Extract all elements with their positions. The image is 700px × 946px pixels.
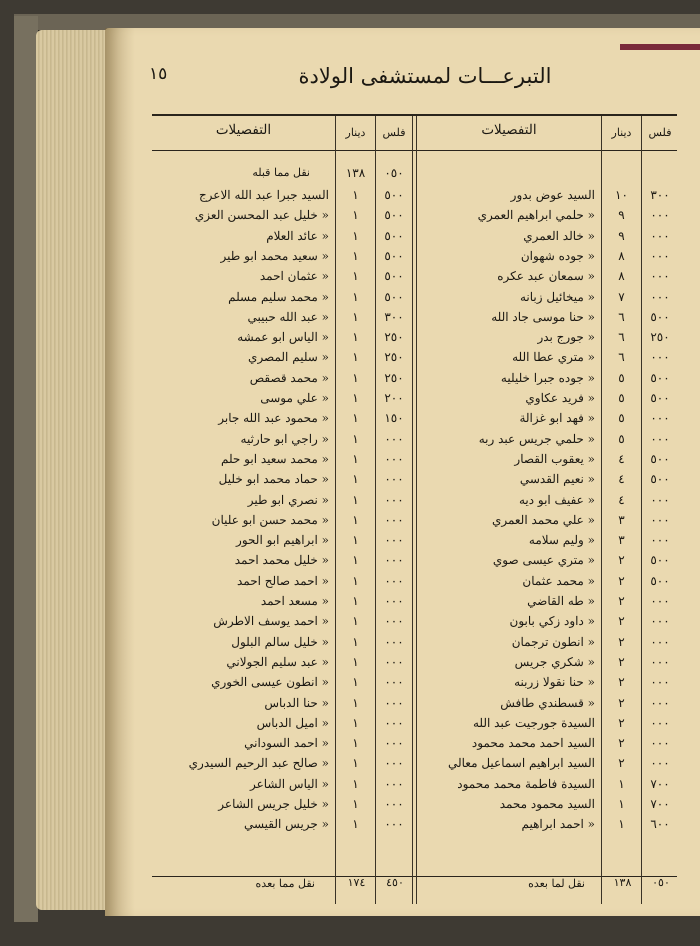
row-dinar: ١ (352, 309, 359, 324)
table-row (105, 795, 700, 815)
row-donor-name: « فهد ابو غزالة (519, 411, 595, 426)
row-fils: ٠٠٠ (384, 472, 404, 487)
row-dinar: ٢ (618, 736, 625, 751)
row-donor-name: « خليل محمد احمد (234, 553, 329, 568)
left-carried-row (105, 164, 700, 184)
row-fils: ٠٠٠ (384, 492, 404, 507)
right-header-fils: فلس (648, 126, 672, 139)
row-dinar: ٩ (618, 208, 625, 223)
row-dinar: ٢ (618, 614, 625, 629)
row-fils: ٠٠٠ (384, 715, 404, 730)
row-fils: ٠٠٠ (650, 675, 670, 690)
row-fils: ٥٠٠ (650, 553, 670, 568)
left-total-label: نقل مما بعده (255, 877, 315, 890)
row-donor-name: « عبد سليم الجولاني (226, 654, 329, 669)
row-dinar: ١ (352, 675, 359, 690)
table-row (105, 470, 700, 490)
row-donor-name: « الياس الشاعر (249, 776, 329, 791)
row-dinar: ١ (352, 634, 359, 649)
table-row (105, 694, 700, 714)
row-fils: ٦٠٠ (650, 817, 670, 832)
row-donor-name: « محمد قصقص (249, 370, 329, 385)
row-fils: ٠٠٠ (650, 715, 670, 730)
row-dinar: ١ (352, 248, 359, 263)
row-fils: ٠٠٠ (650, 228, 670, 243)
row-fils: ٠٠٠ (384, 736, 404, 751)
row-dinar: ١ (352, 411, 359, 426)
row-donor-name: « حنا الدباس (264, 695, 329, 710)
left-carried-label: نقل مما قبله (252, 166, 310, 179)
row-dinar: ٩ (618, 228, 625, 243)
row-fils: ٢٥٠ (384, 370, 404, 385)
row-fils: ٠٠٠ (650, 289, 670, 304)
table-row (105, 612, 700, 632)
row-donor-name: « حنا موسى جاد الله (491, 309, 595, 324)
row-dinar: ١ (352, 431, 359, 446)
row-dinar: ١ (352, 614, 359, 629)
row-donor-name: « حماد محمد ابو خليل (218, 472, 329, 487)
row-fils: ٠٠٠ (650, 533, 670, 548)
table-row (105, 186, 700, 206)
row-fils: ٥٠٠ (384, 289, 404, 304)
row-dinar: ٥ (618, 411, 625, 426)
row-donor-name: « قسطندي طافش (500, 695, 595, 710)
table-row (105, 308, 700, 328)
row-fils: ٢٥٠ (384, 330, 404, 345)
left-total-fils: ٤٥٠ (386, 876, 404, 889)
row-donor-name: « سعيد محمد ابو طير (220, 248, 329, 263)
row-dinar: ٨ (618, 269, 625, 284)
row-fils: ٠٠٠ (650, 594, 670, 608)
row-fils: ٠٠٠ (384, 573, 404, 588)
row-donor-name: « احمد صالح احمد (236, 573, 329, 588)
row-donor-name: « محمد عثمان (522, 573, 595, 588)
table-row (105, 206, 700, 226)
row-donor-name: السيدة جورجيت عبد الله (472, 715, 595, 730)
row-dinar: ٦ (618, 330, 625, 345)
row-donor-name: « علي محمد العمري (491, 512, 595, 527)
row-dinar: ٤ (618, 451, 625, 466)
row-fils: ٠٠٠ (650, 756, 670, 771)
page-stack (36, 30, 116, 910)
row-donor-name: « اميل الدباس (256, 715, 329, 730)
row-fils: ٥٠٠ (384, 188, 404, 202)
table-row (105, 267, 700, 287)
row-donor-name: « مسعد احمد (260, 594, 329, 608)
row-dinar: ٢ (618, 756, 625, 771)
row-donor-name: « صالح عبد الرحيم السيدري (188, 756, 329, 771)
row-fils: ٠٠٠ (384, 695, 404, 710)
row-fils: ٠٠٠ (384, 654, 404, 669)
row-fils: ٥٠٠ (384, 248, 404, 263)
row-dinar: ١ (352, 350, 359, 365)
row-fils: ٠٠٠ (650, 512, 670, 527)
row-dinar: ١ (352, 269, 359, 284)
row-dinar: ٢ (618, 695, 625, 710)
row-fils: ٠٠٠ (384, 594, 404, 608)
row-fils: ٠٠٠ (384, 512, 404, 527)
table-row (105, 734, 700, 754)
row-dinar: ٢ (618, 553, 625, 568)
row-dinar: ١ (352, 188, 359, 202)
row-dinar: ٢ (618, 573, 625, 588)
row-fils: ٠٠٠ (384, 634, 404, 649)
row-dinar: ١ (352, 533, 359, 548)
row-dinar: ٢ (618, 654, 625, 669)
row-dinar: ٥ (618, 431, 625, 446)
row-donor-name: السيد جبرا عبد الله الاعرج (198, 188, 329, 202)
row-donor-name: « سمعان عبد عكره (497, 269, 595, 284)
row-donor-name: « محمد سليم مسلم (228, 289, 329, 304)
left-header-details: التفصيلات (215, 122, 272, 138)
row-fils: ٠٠٠ (650, 634, 670, 649)
row-fils: ٠٠٠ (384, 675, 404, 690)
row-fils: ٢٥٠ (384, 350, 404, 365)
row-donor-name: « نصري ابو طير (247, 492, 329, 507)
row-dinar: ١ (352, 330, 359, 345)
table-row (105, 633, 700, 653)
table-row (105, 714, 700, 734)
row-dinar: ١ (352, 208, 359, 223)
row-dinar: ١ (352, 594, 359, 608)
row-donor-name: « احمد يوسف الاطرش (213, 614, 329, 629)
row-dinar: ١ (352, 370, 359, 385)
right-header-dinar: دينار (611, 126, 632, 139)
row-dinar: ١ (352, 797, 359, 811)
row-donor-name: « نعيم القدسي (519, 472, 595, 487)
row-donor-name: السيد عوض بدور (510, 188, 595, 202)
table-row (105, 551, 700, 571)
row-donor-name: « ميخائيل زبانه (519, 289, 595, 304)
table-row (105, 369, 700, 389)
row-donor-name: « متري عيسى صوي (492, 553, 595, 568)
row-fils: ٣٠٠ (650, 188, 670, 202)
row-donor-name: « يعقوب القصار (514, 451, 595, 466)
row-fils: ٠٠٠ (650, 614, 670, 629)
row-fils: ٠٠٠ (384, 817, 404, 832)
row-fils: ٧٠٠ (650, 776, 670, 791)
table-row (105, 775, 700, 795)
table-row (105, 409, 700, 429)
row-donor-name: « احمد ابراهيم (521, 817, 595, 832)
table-row (105, 430, 700, 450)
row-fils: ٠٠٠ (384, 614, 404, 629)
row-donor-name: « حنا نقولا زربنه (514, 675, 595, 690)
row-donor-name: « وليم سلامه (528, 533, 595, 548)
row-dinar: ١ (352, 512, 359, 527)
row-donor-name: « انطون ترجمان (511, 634, 595, 649)
row-donor-name: « علي موسى (260, 391, 329, 405)
row-fils: ٥٠٠ (650, 573, 670, 588)
row-dinar: ١ (352, 228, 359, 243)
left-carried-fils: ٠٥٠ (384, 166, 404, 180)
row-fils: ٠٠٠ (384, 756, 404, 771)
row-dinar: ٢ (618, 634, 625, 649)
row-dinar: ١٠ (615, 188, 628, 202)
row-donor-name: « فريد عكاوي (525, 391, 595, 405)
row-fils: ٧٠٠ (650, 797, 670, 811)
row-donor-name: « محمود عبد الله جابر (218, 411, 329, 426)
table-row (105, 592, 700, 612)
row-donor-name: « محمد سعيد ابو حلم (220, 451, 329, 466)
row-dinar: ٦ (618, 309, 625, 324)
row-fils: ٠٠٠ (650, 654, 670, 669)
row-dinar: ١ (618, 776, 625, 791)
table-row (105, 673, 700, 693)
row-donor-name: « محمد حسن ابو عليان (211, 512, 329, 527)
row-fils: ٠٠٠ (384, 553, 404, 568)
row-dinar: ٣ (618, 533, 625, 548)
row-donor-name: « جورج بدر (537, 330, 595, 345)
row-donor-name: « خليل سالم البلول (231, 634, 329, 649)
row-donor-name: « عائد العلام (266, 228, 329, 243)
row-donor-name: السيد محمود محمد (499, 797, 595, 811)
table-row (105, 754, 700, 774)
row-fils: ٠٠٠ (650, 736, 670, 751)
row-donor-name: « جوده شهوان (520, 248, 595, 263)
row-dinar: ٨ (618, 248, 625, 263)
table-row (105, 348, 700, 368)
right-total-fils: ٠٥٠ (652, 876, 670, 889)
row-donor-name: « جريس القيسي (243, 817, 329, 832)
row-fils: ٠٠٠ (650, 208, 670, 223)
row-dinar: ٤ (618, 472, 625, 487)
row-fils: ٠٠٠ (384, 797, 404, 811)
table-row (105, 572, 700, 592)
row-donor-name: « خليل جريس الشاعر (218, 797, 329, 811)
row-fils: ٥٠٠ (384, 228, 404, 243)
row-donor-name: « سليم المصري (248, 350, 329, 365)
row-dinar: ٥ (618, 391, 625, 405)
table-row (105, 227, 700, 247)
row-dinar: ١ (352, 289, 359, 304)
row-dinar: ١ (352, 472, 359, 487)
row-fils: ٠٠٠ (384, 776, 404, 791)
table-row (105, 450, 700, 470)
row-fils: ٠٠٠ (650, 248, 670, 263)
row-donor-name: « طه القاضي (527, 594, 595, 608)
row-fils: ٠٠٠ (650, 431, 670, 446)
row-dinar: ١ (352, 451, 359, 466)
row-fils: ٠٠٠ (650, 350, 670, 365)
table-row (105, 328, 700, 348)
row-dinar: ١ (352, 695, 359, 710)
row-fils: ٠٠٠ (650, 695, 670, 710)
row-dinar: ١ (352, 756, 359, 771)
row-dinar: ١ (352, 736, 359, 751)
table-row (105, 247, 700, 267)
row-donor-name: « شكري جريس (514, 654, 595, 669)
row-dinar: ١ (618, 817, 625, 832)
row-fils: ٥٠٠ (650, 370, 670, 385)
row-fils: ٢٠٠ (384, 391, 404, 405)
row-donor-name: « انطون عيسى الخوري (211, 675, 329, 690)
row-fils: ٠٠٠ (650, 269, 670, 284)
left-carried-dinar: ١٣٨ (345, 166, 366, 180)
row-donor-name: « الياس ابو عمشه (237, 330, 329, 345)
row-dinar: ١ (352, 492, 359, 507)
row-donor-name: « داود زكي بابون (509, 614, 595, 629)
table-row (105, 288, 700, 308)
row-dinar: ١ (352, 776, 359, 791)
row-dinar: ١ (352, 391, 359, 405)
row-fils: ٠٠٠ (384, 451, 404, 466)
book-cover-edge (14, 16, 38, 922)
row-donor-name: السيد ابراهيم اسماعيل معالي (447, 756, 595, 771)
row-donor-name: السيد احمد محمد محمود (471, 736, 595, 751)
table-row (105, 815, 700, 835)
cover-cloth-edge (620, 44, 700, 50)
row-fils: ٥٠٠ (384, 208, 404, 223)
row-dinar: ٤ (618, 492, 625, 507)
row-dinar: ١ (618, 797, 625, 811)
table-row (105, 491, 700, 511)
row-fils: ٠٠٠ (384, 431, 404, 446)
page-number: ١٥ (149, 64, 168, 84)
right-total-label: نقل لما بعده (528, 877, 585, 890)
row-donor-name: « ابراهيم ابو الحور (236, 533, 329, 548)
row-donor-name: « عفيف ابو ديه (518, 492, 595, 507)
row-fils: ٠٠٠ (650, 411, 670, 426)
row-donor-name: « جوده جبرا خليليه (500, 370, 595, 385)
row-dinar: ٦ (618, 350, 625, 365)
row-dinar: ٣ (618, 512, 625, 527)
row-donor-name: « عبد الله حبيبي (247, 309, 329, 324)
right-header-details: التفصيلات (481, 122, 537, 138)
row-donor-name: « احمد السوداني (244, 736, 329, 751)
table-row (105, 389, 700, 409)
row-fils: ٥٠٠ (384, 269, 404, 284)
row-donor-name: « خالد العمري (523, 228, 595, 243)
row-fils: ١٥٠ (384, 411, 404, 426)
row-donor-name: « عثمان احمد (259, 269, 329, 284)
row-donor-name: « حلمي جريس عبد ربه (478, 431, 595, 446)
row-fils: ٠٠٠ (384, 533, 404, 548)
row-donor-name: « راجي ابو حارثيه (240, 431, 329, 446)
row-dinar: ٢ (618, 715, 625, 730)
left-header-fils: فلس (382, 126, 406, 139)
row-donor-name: السيدة فاطمة محمد محمود (457, 776, 595, 791)
row-fils: ٥٠٠ (650, 451, 670, 466)
left-header-dinar: دينار (345, 126, 366, 139)
left-total-dinar: ١٧٤ (347, 876, 366, 889)
row-dinar: ٢ (618, 675, 625, 690)
row-dinar: ١ (352, 817, 359, 832)
row-fils: ٣٠٠ (384, 309, 404, 324)
row-dinar: ١ (352, 553, 359, 568)
row-fils: ٥٠٠ (650, 391, 670, 405)
row-donor-name: « حلمي ابراهيم العمري (477, 208, 595, 223)
row-donor-name: « متري عطا الله (512, 350, 595, 365)
page-title: التبرعـــات لمستشفى الولادة (298, 64, 552, 88)
row-fils: ٠٠٠ (650, 492, 670, 507)
row-fils: ٥٠٠ (650, 472, 670, 487)
row-dinar: ١ (352, 654, 359, 669)
row-dinar: ١ (352, 573, 359, 588)
row-dinar: ٧ (618, 289, 625, 304)
row-fils: ٥٠٠ (650, 309, 670, 324)
row-dinar: ١ (352, 715, 359, 730)
table-row (105, 531, 700, 551)
table-row (105, 511, 700, 531)
row-donor-name: « خليل عبد المحسن العزي (194, 208, 329, 223)
row-dinar: ٥ (618, 370, 625, 385)
book-page (105, 28, 700, 916)
table-row (105, 653, 700, 673)
row-fils: ٢٥٠ (650, 330, 670, 345)
right-total-dinar: ١٣٨ (613, 876, 632, 889)
row-dinar: ٢ (618, 594, 625, 608)
